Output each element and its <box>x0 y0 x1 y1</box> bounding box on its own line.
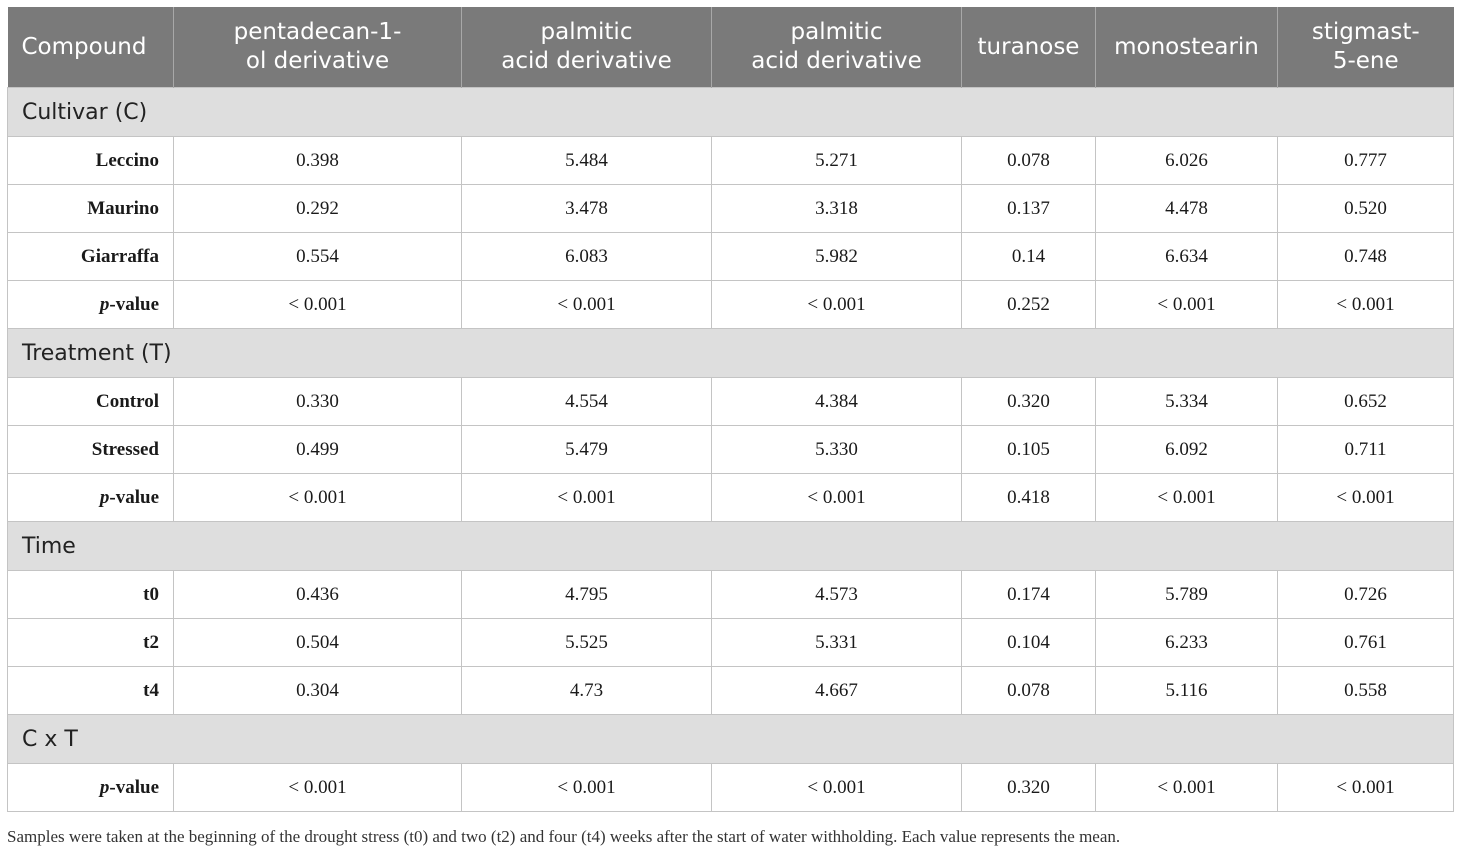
header-stigmastene: stigmast- 5-ene <box>1278 7 1454 88</box>
header-palmitic-2: palmitic acid derivative <box>712 7 962 88</box>
table-row: t4 0.304 4.73 4.667 0.078 5.116 0.558 <box>8 667 1454 715</box>
table-row: Stressed 0.499 5.479 5.330 0.105 6.092 0.711 <box>8 426 1454 474</box>
p-value-label: p-value <box>8 281 174 329</box>
table-row: Control 0.330 4.554 4.384 0.320 5.334 0.652 <box>8 378 1454 426</box>
compound-table <box>7 7 1454 812</box>
table-row: p-value < 0.001 < 0.001 < 0.001 0.252 < 0.001 < 0.001 <box>8 281 1454 329</box>
results-table-container <box>7 7 1453 812</box>
table-row: t2 0.504 5.525 5.331 0.104 6.233 0.761 <box>8 619 1454 667</box>
table-row: Maurino 0.292 3.478 3.318 0.137 4.478 0.520 <box>8 185 1454 233</box>
section-header: C x T <box>8 715 1454 764</box>
section-header: Time <box>8 522 1454 571</box>
table-row: Leccino 0.398 5.484 5.271 0.078 6.026 0.777 <box>8 137 1454 185</box>
section-header: Treatment (T) <box>8 329 1454 378</box>
header-row <box>8 7 1454 88</box>
table-row: t0 0.436 4.795 4.573 0.174 5.789 0.726 <box>8 571 1454 619</box>
header-monostearin: monostearin <box>1096 7 1278 88</box>
table-row: p-value < 0.001 < 0.001 < 0.001 0.320 < 0.001 < 0.001 <box>8 764 1454 812</box>
table-row: Giarraffa 0.554 6.083 5.982 0.14 6.634 0.748 <box>8 233 1454 281</box>
p-value-label: p-value <box>8 474 174 522</box>
table-row: p-value < 0.001 < 0.001 < 0.001 0.418 < 0.001 < 0.001 <box>8 474 1454 522</box>
header-turanose: turanose <box>962 7 1096 88</box>
p-value-label: p-value <box>8 764 174 812</box>
header-pentadecanol: pentadecan-1- ol derivative <box>174 7 462 88</box>
header-palmitic-1: palmitic acid derivative <box>462 7 712 88</box>
header-compound: Compound <box>8 7 174 88</box>
section-header: Cultivar (C) <box>8 88 1454 137</box>
table-footnote: Samples were taken at the beginning of the drought stress (t0) and two (t2) and four (t4) weeks after the start of water withholding. Each value represents the mean. <box>7 827 1121 846</box>
